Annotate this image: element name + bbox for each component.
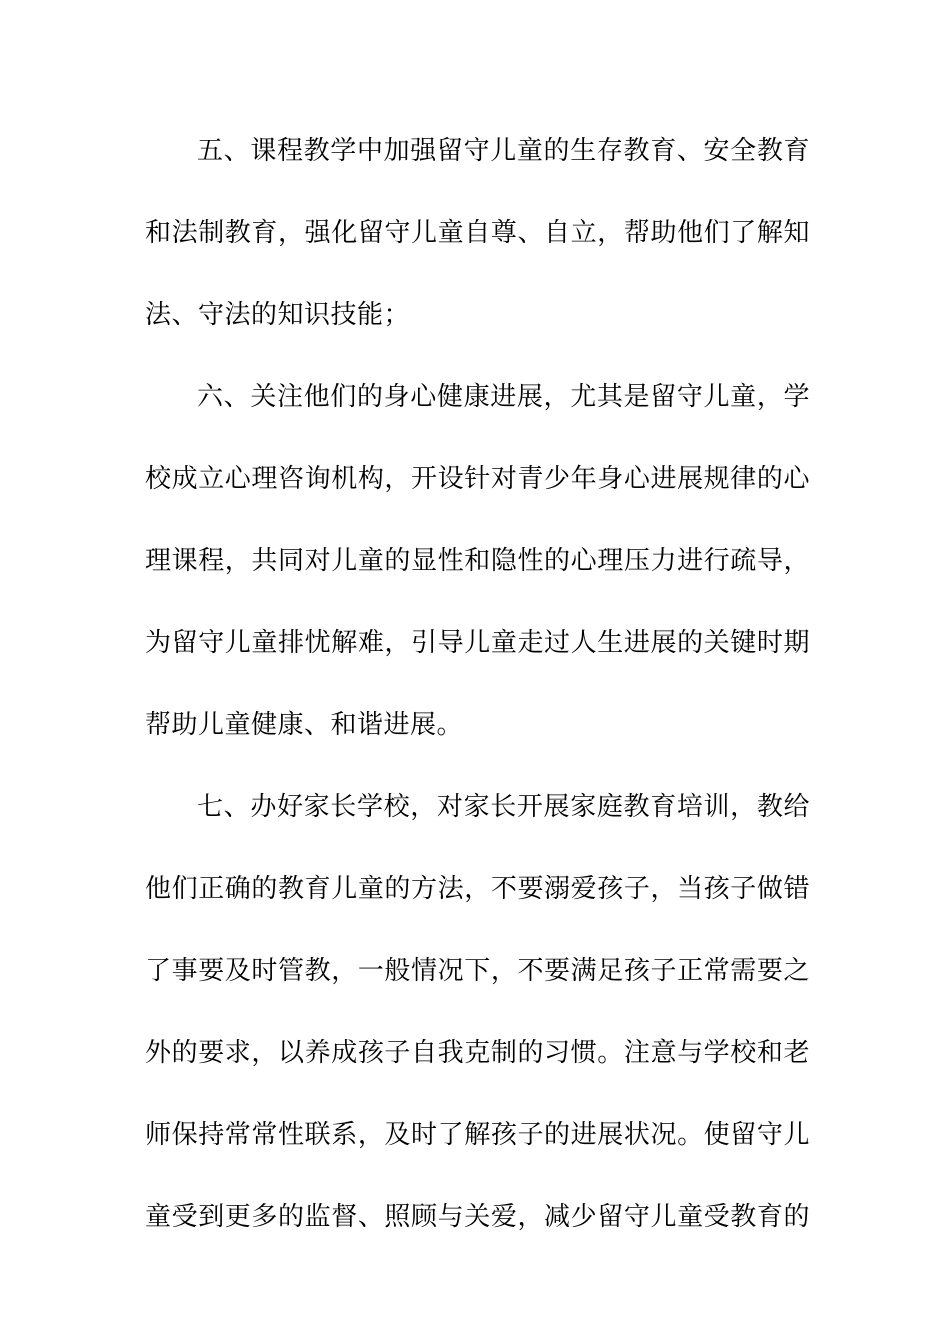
paragraph-7-line-1: 七、办好家长学校，对家长开展家庭教育培训，教给 — [197, 792, 810, 822]
paragraph-5-line-3: 法、守法的知识技能； — [145, 300, 411, 330]
paragraph-6-line-2: 校成立心理咨询机构，开设针对青少年身心进展规律的心 — [145, 464, 810, 494]
document-body — [145, 110, 810, 1258]
paragraph-7-line-6: 童受到更多的监督、照顾与关爱，减少留守儿童受教育的 — [145, 1202, 810, 1232]
paragraph-7-line-5: 师保持常常性联系，及时了解孩子的进展状况。使留守儿 — [145, 1120, 810, 1150]
paragraph-5-line-2: 和法制教育，强化留守儿童自尊、自立，帮助他们了解知 — [145, 218, 810, 248]
paragraph-6-line-5: 帮助儿童健康、和谐进展。 — [145, 710, 464, 740]
paragraph-7-line-3: 了事要及时管教，一般情况下，不要满足孩子正常需要之 — [145, 956, 810, 986]
paragraph-6-line-4: 为留守儿童排忧解难，引导儿童走过人生进展的关键时期 — [145, 628, 810, 658]
paragraph-7-line-4: 外的要求，以养成孩子自我克制的习惯。注意与学校和老 — [145, 1038, 810, 1068]
paragraph-5-line-1: 五、课程教学中加强留守儿童的生存教育、安全教育 — [197, 136, 810, 166]
paragraph-6-line-1: 六、关注他们的身心健康进展，尤其是留守儿童，学 — [197, 382, 810, 412]
paragraph-6-line-3: 理课程，共同对儿童的显性和隐性的心理压力进行疏导， — [145, 546, 810, 576]
paragraph-7-line-2: 他们正确的教育儿童的方法，不要溺爱孩子，当孩子做错 — [145, 874, 810, 904]
